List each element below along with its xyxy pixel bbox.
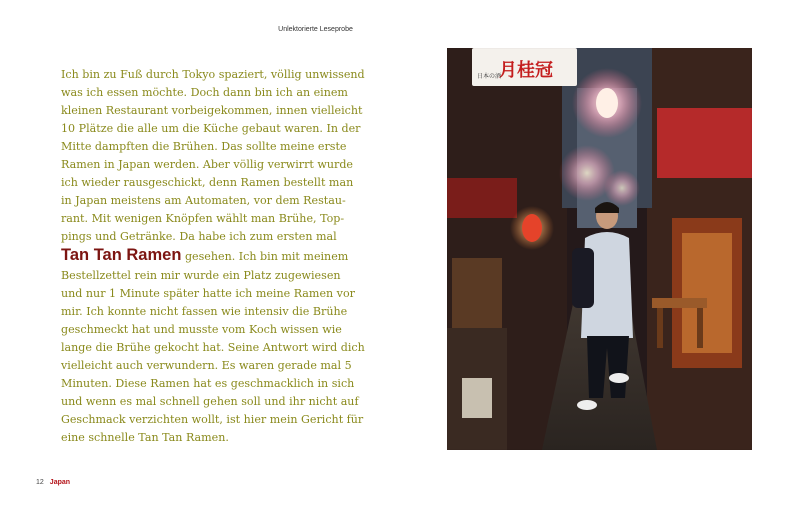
highlight-line (61, 246, 348, 266)
shop-sign-left (447, 178, 517, 218)
text-line: was ich essen möchte. Doch dann bin ich an einem (61, 86, 348, 100)
text-line: Minuten. Diese Ramen hat es geschmacklich in sich (61, 376, 355, 390)
sake-sign-subtext: 日本の酒 (477, 73, 502, 80)
body-paragraph (61, 66, 365, 447)
page-number: 12 (36, 479, 44, 486)
section-name: Japan (49, 479, 71, 486)
text-line: Bestellzettel rein mir wurde ein Platz zugewiesen (61, 268, 341, 282)
text-line: lange die Brühe gekocht hat. Seine Antwort wird dich (61, 340, 365, 354)
text-line: vielleicht auch verwundern. Es waren gerade mal 5 (61, 358, 352, 372)
text-line: und nur 1 Minute später hatte ich meine Ramen vor (61, 286, 355, 300)
text-line: pings und Getränke. Da habe ich zum ersten mal (61, 230, 337, 244)
alley-photo-illustration (447, 48, 752, 450)
shop-sign-right (657, 108, 752, 178)
text-line: rant. Mit wenigen Knöpfen wählt man Brühe, Top- (61, 212, 345, 226)
running-header: Unlektorierte Leseprobe (278, 26, 353, 33)
highlight-line-rest: gesehen. Ich bin mit meinem (181, 250, 349, 264)
text-line: 10 Plätze die alle um die Küche gebaut waren. In der (61, 122, 361, 136)
text-line: eine schnelle Tan Tan Ramen. (61, 430, 229, 444)
text-line: kleinen Restaurant vorbeigekommen, innen vielleicht (61, 104, 363, 118)
text-line: Ich bin zu Fuß durch Tokyo spaziert, völlig unwissend (61, 68, 365, 81)
sake-sign-text: 月桂冠 (499, 60, 553, 81)
text-line: Geschmack verzichten wollt, ist hier mein Gericht für (61, 412, 364, 426)
alley-photo (447, 48, 752, 450)
dish-name-highlight: Tan Tan Ramen (61, 246, 182, 265)
text-line: in Japan meistens am Automaten, vor dem Restau- (61, 194, 346, 208)
text-line: Ramen in Japan werden. Aber völlig verwirrt wurde (61, 158, 353, 172)
page-footer (36, 479, 70, 486)
text-line: Mitte dampften die Brühen. Das sollte meine erste (61, 140, 347, 154)
text-line: geschmeckt hat und musste vom Koch wissen wie (61, 322, 342, 336)
text-line: mir. Ich konnte nicht fassen wie intensiv die Brühe (61, 304, 348, 318)
text-line: ich wieder rausgeschickt, denn Ramen bestellt man (61, 176, 354, 190)
text-line: und wenn es mal schnell gehen soll und ihr nicht auf (61, 394, 359, 408)
